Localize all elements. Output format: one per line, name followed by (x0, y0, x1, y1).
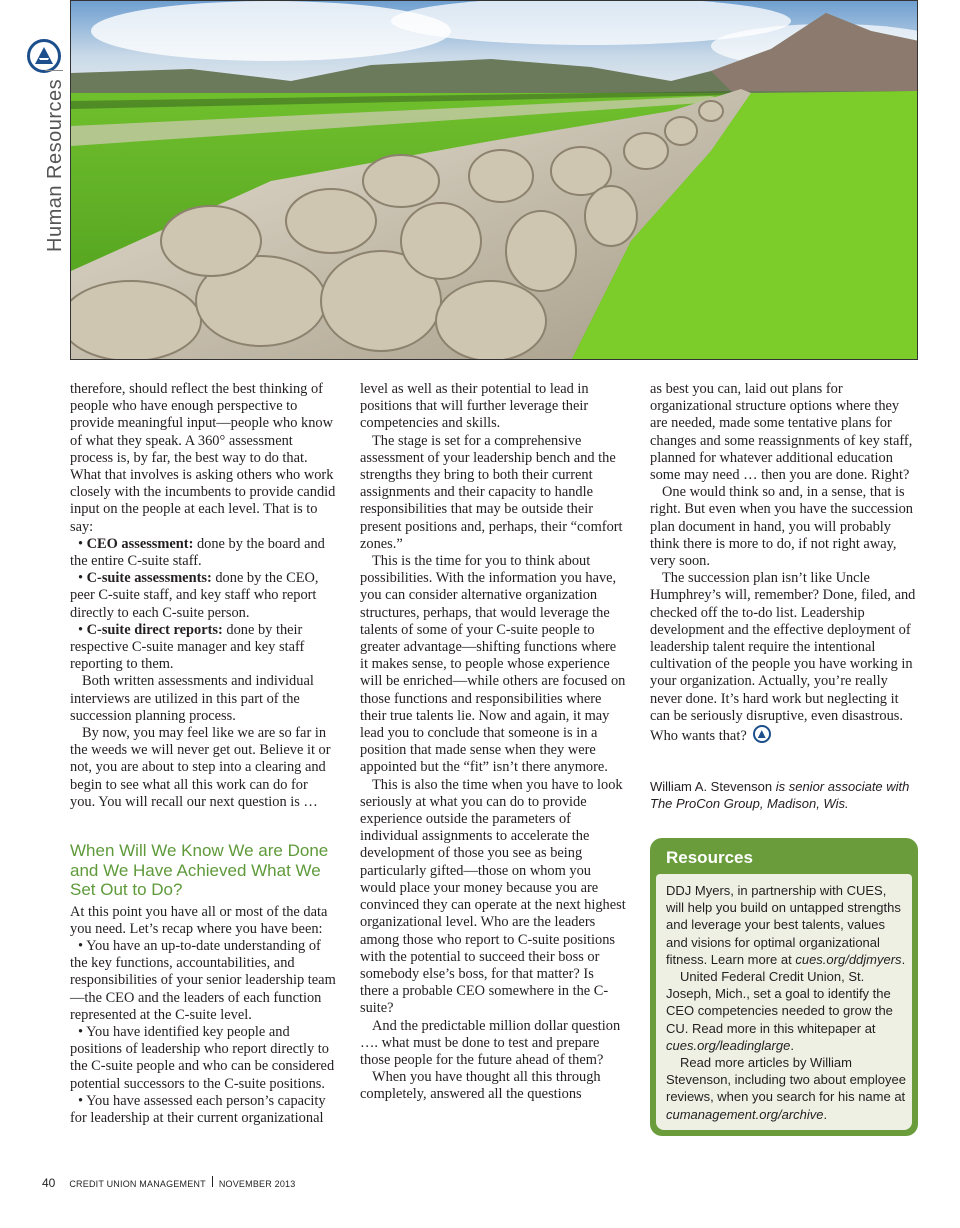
paragraph: At this point you have all or most of the data you need. Let’s recap where you have been: (70, 903, 328, 937)
hero-photo (70, 0, 918, 360)
end-mark-icon (753, 725, 771, 743)
footer-divider (212, 1176, 213, 1187)
paragraph: This is the time for you to think about possibilities. With the information you have, you can consider alternative organization structures, perhaps, that would leverage the talents of some of your C-suite people to greater advantage—shifting functions where it makes sense, to people whose experience will be enriched—while others are focused on those functions and responsibilities where their true talents lie. Now and again, it may lead you to conclude that someone is in a position that made sense when they were appointed but the “fit” isn’t there anymore. (360, 553, 626, 776)
resource-item: DDJ Myers, in partnership with CUES, will help you build on untapped strengths and leverage your best talents, values and visions for optimal organizational fitness. Learn more at cues.org/ddjmyers. (666, 883, 906, 967)
resource-item: Read more articles by William Stevenson, including two about employee reviews, when you search for his name at cumanagement.org/archive. (666, 1055, 906, 1122)
author-byline (650, 778, 920, 812)
resource-link[interactable]: cumanagement.org/archive (666, 1106, 824, 1122)
paragraph: And the predictable million dollar question …. what must be done to test and prepare those people for the future ahead of them? (360, 1017, 621, 1068)
paragraph: therefore, should reflect the best thinking of people who have enough perspective to provide meaningful input—people who know of what they speak. A 360° assessment process is, by far, the best way to do that. What that involves is asking others who work closely with the incumbents to provide candid input on the people at each level. That is to say: (70, 381, 336, 535)
resource-link[interactable]: cues.org/leadinglarge (666, 1037, 791, 1053)
author-name: William A. Stevenson (650, 779, 773, 794)
resources-title: Resources (666, 848, 753, 867)
article-column-2 (360, 381, 626, 1104)
article-column-3 (650, 381, 916, 745)
magazine-logo-icon (27, 39, 61, 73)
publication-name: CREDIT UNION MANAGEMENT (69, 1179, 206, 1189)
paragraph: as best you can, laid out plans for organizational structure options where they are needed, made some tentative plans for changes and some reassignments of key staff, planned for whatever additional education some may need … then you are done. Right? (650, 381, 913, 484)
resources-body (656, 874, 912, 1130)
bullet-item: • You have an up-to-date understanding of the key functions, accountabilities, and responsibilities of your senior leadership team—the CEO and the leaders of each function represented at the C-suite level. (70, 937, 336, 1023)
bullet-ceo-assessment: • CEO assessment: done by the board and the entire C-suite staff. (70, 535, 325, 570)
bullet-item: • You have assessed each person’s capacity for leadership at their current organizational (70, 1092, 326, 1127)
author-bio: is senior associate with The ProCon Group, Madison, Wis. (650, 779, 910, 811)
paragraph: By now, you may feel like we are so far in the weeds we will never get out. Believe it or not, you are about to step into a clearing and begin to see what all this work can do for you. You will recall our next question is … (70, 725, 331, 810)
paragraph: Both written assessments and individual interviews are utilized in this part of the succession planning process. (70, 673, 314, 724)
section-label: Human Resources (44, 70, 67, 252)
section-heading: When Will We Know We are Done and We Have Achieved What We Set Out to Do? (70, 841, 329, 900)
page-number: 40 (42, 1176, 56, 1190)
paragraph: One would think so and, in a sense, that is right. But even when you have the succession plan document in hand, you will probably think there is more to do, if not right away, very soon. (650, 484, 913, 570)
resources-box (650, 838, 918, 1136)
resource-link[interactable]: cues.org/ddjmyers (795, 951, 902, 967)
bullet-item: • You have identified key people and positions of leadership who report directly to the C-suite people and who can be considered potential successors to the C-suite positions. (70, 1024, 335, 1092)
paragraph: When you have thought all this through completely, answered all the questions (360, 1069, 601, 1103)
issue-date: NOVEMBER 2013 (218, 1179, 296, 1189)
paragraph: This is also the time when you have to look seriously at what you can do to provide experience outside the parameters of individual assignments to accelerate the development of those you see as being particularly gifted—those on whom you would place your money because you are convinced they can operate at the next highest organizational level. Who are the leaders among those who report to C-suite positions with the potential to succeed their boss or somebody else’s boss, for that matter? Is there a probable CEO somewhere in the C-suite? (360, 776, 626, 1017)
bullet-csuite-direct-reports: • C-suite direct reports: done by their respective C-suite manager and key staff reporting to them. (70, 621, 305, 673)
paragraph: The succession plan isn’t like Uncle Humphrey’s will, remember? Done, filed, and checked off the to-do list. Leadership development and the effective deployment of leadership talent require the intentional cultivation of the people you have working in your organization. Actually, you’re really never done. It’s hard work but neglecting it can be seriously disruptive, even disastrous. Who wants that? (650, 570, 916, 745)
article-column-1 (70, 381, 336, 1127)
page-footer (42, 1176, 295, 1190)
bullet-csuite-assessments: • C-suite assessments: done by the CEO, peer C-suite staff, and key staff who report directly to each C-suite person. (70, 570, 319, 621)
paragraph: level as well as their potential to lead in positions that will further leverage their competencies and skills. (360, 381, 589, 432)
resource-item: United Federal Credit Union, St. Joseph, Mich., set a goal to identify the CEO competencies needed to grow the CU. Read more in this whitepaper at cues.org/leadinglarge. (666, 969, 893, 1053)
paragraph: The stage is set for a comprehensive assessment of your leadership bench and the strengths they bring to both their current assignments and their capacity to handle responsibilities that may be outside their present positions and, perhaps, their “comfort zones.” (360, 432, 623, 552)
